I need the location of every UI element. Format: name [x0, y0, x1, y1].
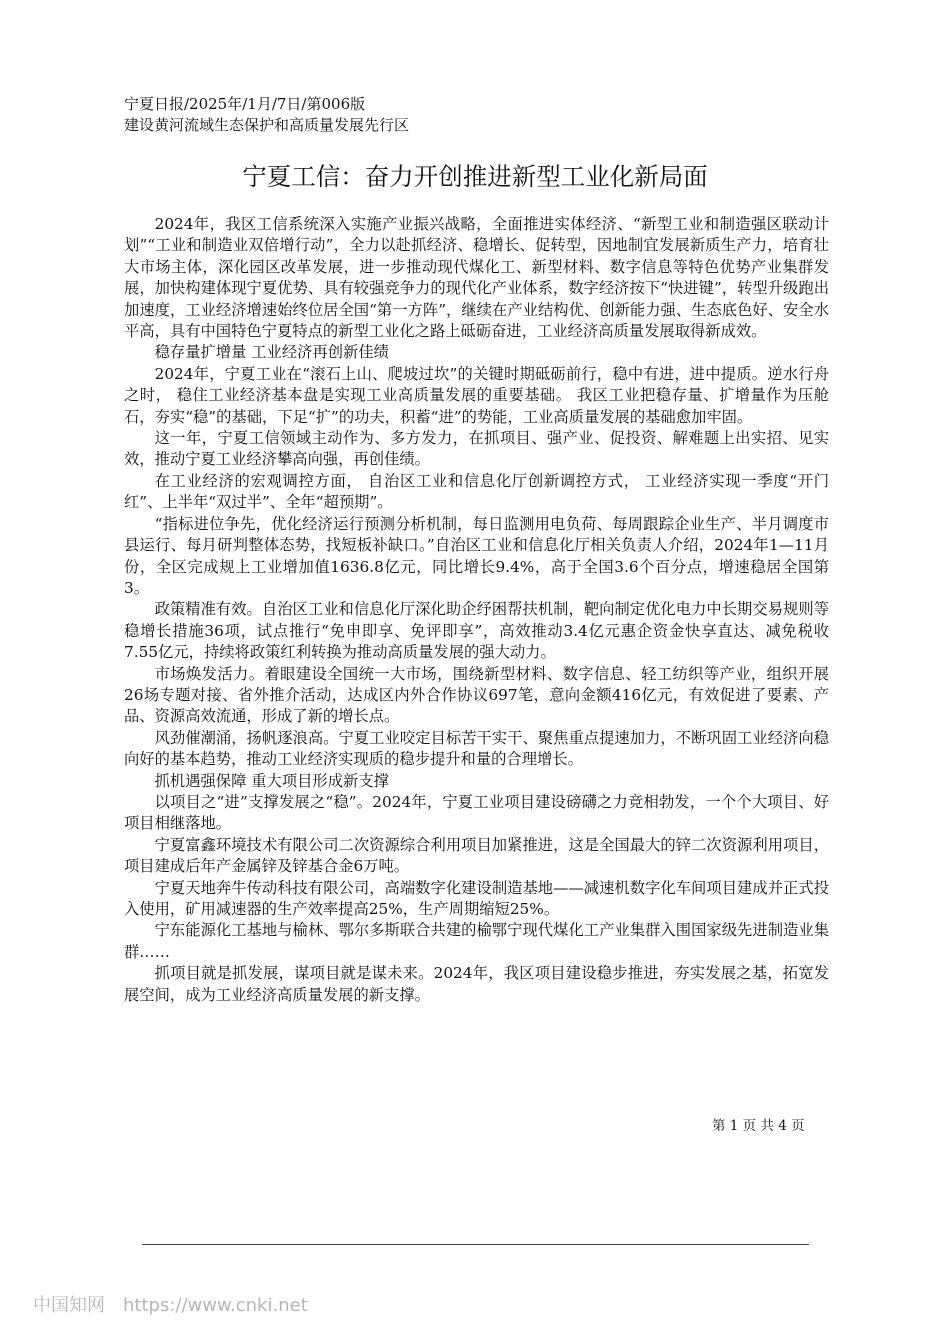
page-number: 第 1 页 共 4 页 [712, 1118, 805, 1134]
paragraph: 在工业经济的宏观调控方面， 自治区工业和信息化厅创新调控方式， 工业经济实现一季度“开门红”、上半年“双过半”、全年“超预期”。 [124, 471, 829, 512]
paragraph: 风劲催潮涌，扬帆逐浪高。宁夏工业咬定目标苦干实干、聚焦重点提速加力，不断巩固工业经济向稳向好的基本趋势，推动工业经济实现质的稳步提升和量的合理增长。 [124, 728, 829, 769]
paragraph: 政策精准有效。自治区工业和信息化厅深化助企纾困帮扶机制，靶向制定优化电力中长期交易规则等稳增长措施36项，试点推行“免申即享、免评即享”，高效推动3.4亿元惠企资金快享直达、减免税收7.55亿元，持续将政策红利转换为推动高质量发展的强大动力。 [124, 600, 829, 662]
section-heading: 抓机遇强保障 重大项目形成新支撑 [154, 771, 389, 790]
paragraph: 抓项目就是抓发展，谋项目就是谋未来。2024年，我区项目建设稳步推进，夯实发展之基，拓宽发展空间，成为工业经济高质量发展的新支撑。 [124, 964, 829, 1004]
paragraph: 宁夏天地奔牛传动科技有限公司，高端数字化建设制造基地——减速机数字化车间项目建成并正式投入使用，矿用减速器的生产效率提高25%，生产周期缩短25%。 [124, 878, 829, 918]
paragraph: 宁东能源化工基地与榆林、鄂尔多斯联合共建的榆鄂宁现代煤化工产业集群入围国家级先进制造业集群…… [124, 921, 829, 961]
paragraph: 2024年，我区工信系统深入实施产业振兴战略，全面推进实体经济、“新型工业和制造强区联动计划”“工业和制造业双倍增行动”，全力以赴抓经济、稳增长、促转型，因地制宜发展新质生产力，培育壮大市场主体，深化园区改革发展，进一步推动现代煤化工、新型材料、数字信息等特色优势产业集群发展，加快构建体现宁夏优势、具有较强竞争力的现代化产业体系，数字经济按下“快进键”，转型升级跑出加速度，工业经济增速始终位居全国“第一方阵”，继续在产业结构优、创新能力强、生态底色好、安全水平高，具有中国特色宁夏特点的新型工业化之路上砥砺奋进，工业经济高质量发展取得新成效。 [124, 215, 829, 341]
article-title: 宁夏工信：奋力开创推进新型工业化新局面 [242, 162, 708, 191]
source-line: 宁夏日报/2025年/1月/7日/第006版 [124, 95, 366, 113]
section-heading: 稳存量扩增量 工业经济再创新佳绩 [154, 343, 389, 362]
column-line: 建设黄河流域生态保护和高质量发展先行区 [124, 116, 410, 134]
paragraph: 这一年，宁夏工信领域主动作为、多方发力，在抓项目、强产业、促投资、解难题上出实招、见实效，推动宁夏工业经济攀高向强，再创佳绩。 [124, 429, 829, 469]
paragraph: 宁夏富鑫环境技术有限公司二次资源综合利用项目加紧推进，这是全国最大的锌二次资源利用项目，项目建成后年产金属锌及锌基合金6万吨。 [124, 835, 829, 876]
watermark-url: https://www.cnki.net [123, 1295, 308, 1316]
paragraph: 以项目之“进”支撑发展之“稳”。2024年，宁夏工业项目建设磅礴之力竞相勃发，一个个大项目、好项目相继落地。 [124, 792, 829, 833]
paragraph: “指标进位争先，优化经济运行预测分析机制，每日监测用电负荷、每周跟踪企业生产、半月调度市县运行、每月研判整体态势，找短板补缺口。”自治区工业和信息化厅相关负责人介绍，2024年1—11月份，全区完成规上工业增加值1636.8亿元，同比增长9.4%，高于全国3.6个百分点，增速稳居全国第3。 [124, 514, 829, 597]
footer-divider [142, 1244, 809, 1245]
source-header [124, 94, 409, 136]
article-body [124, 214, 829, 1006]
paragraph: 市场焕发活力。着眼建设全国统一大市场，围绕新型材料、数字信息、轻工纺织等产业，组织开展26场专题对接、省外推介活动，达成区内外合作协议697笔，意向金额416亿元，有效促进了要素、产品、资源高效流通，形成了新的增长点。 [124, 664, 829, 726]
watermark-brand: 中国知网 [33, 1295, 105, 1316]
paragraph: 2024年，宁夏工业在“滚石上山、爬坡过坎”的关键时期砥砺前行，稳中有进，进中提质。逆水行舟之时， 稳住工业经济基本盘是实现工业高质量发展的重要基础。 我区工业把稳存量、扩增量作为压舱石，夯实“稳”的基础，下足“扩”的功夫，积蓄“进”的势能，工业高质量发展的基础愈加牢固。 [124, 364, 829, 426]
watermark [33, 1294, 326, 1318]
